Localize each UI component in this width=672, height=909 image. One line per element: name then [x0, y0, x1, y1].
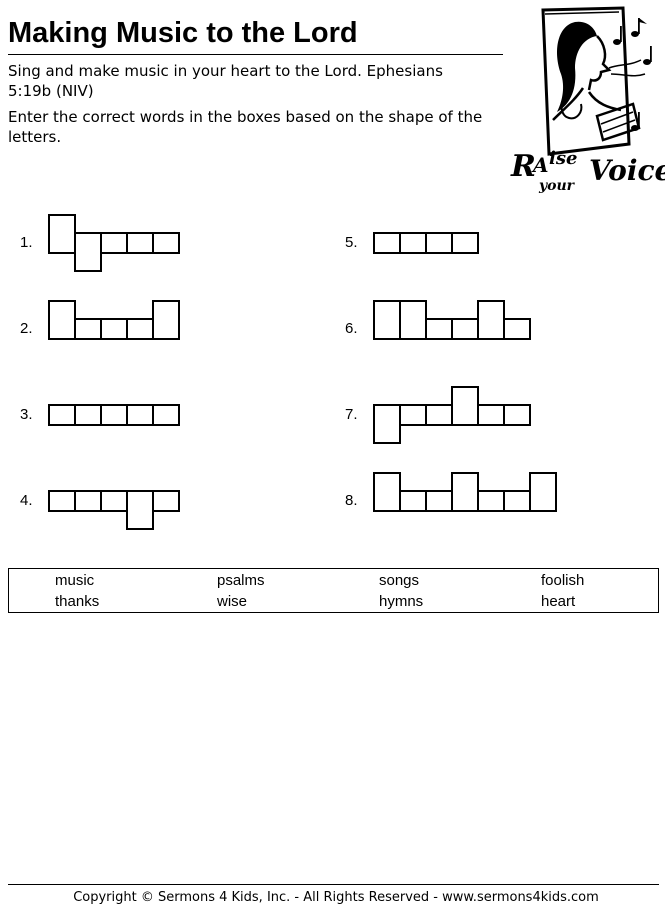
letter-box[interactable] [503, 318, 531, 340]
letter-box[interactable] [152, 232, 180, 254]
letter-box[interactable] [503, 490, 531, 512]
word-bank-item: thanks [55, 593, 100, 610]
word-bank-item: foolish [541, 572, 585, 589]
bible-verse: Sing and make music in your heart to the Lord. Ephesians 5:19b (NIV) [8, 62, 443, 100]
letter-box[interactable] [126, 404, 154, 426]
letter-box[interactable] [74, 404, 102, 426]
letter-box[interactable] [100, 404, 128, 426]
letter-box[interactable] [126, 490, 154, 530]
letter-box[interactable] [425, 404, 453, 426]
letter-box[interactable] [48, 490, 76, 512]
letter-box[interactable] [399, 232, 427, 254]
letter-box[interactable] [477, 300, 505, 340]
word-bank-item: music [55, 572, 95, 589]
letter-box[interactable] [373, 472, 401, 512]
letter-box[interactable] [100, 318, 128, 340]
letter-box[interactable] [425, 490, 453, 512]
letter-box[interactable] [373, 300, 401, 340]
word-bank-item: psalms [217, 572, 265, 589]
letter-box[interactable] [477, 404, 505, 426]
word-bank [8, 568, 659, 613]
letter-box[interactable] [399, 490, 427, 512]
copyright-footer: Copyright © Sermons 4 Kids, Inc. - All Rights Reserved - www.sermons4kids.com [73, 890, 599, 905]
letter-box[interactable] [74, 232, 102, 272]
letter-box[interactable] [126, 318, 154, 340]
letter-box[interactable] [48, 214, 76, 254]
letter-box[interactable] [399, 404, 427, 426]
letter-box[interactable] [48, 300, 76, 340]
letter-box[interactable] [48, 404, 76, 426]
instructions: Enter the correct words in the boxes based on the shape of the letters. [8, 108, 483, 146]
svg-text:A: A [533, 153, 549, 177]
puzzle-number: 3. [20, 406, 33, 423]
puzzle-number: 2. [20, 320, 33, 337]
word-bank-item: heart [541, 593, 576, 610]
svg-text:your: your [539, 178, 575, 194]
puzzle-number: 1. [20, 234, 33, 251]
letter-box[interactable] [529, 472, 557, 512]
letter-box[interactable] [152, 404, 180, 426]
letter-box[interactable] [74, 318, 102, 340]
word-bank-item: wise [217, 593, 248, 610]
word-bank-item: hymns [379, 593, 424, 610]
letter-box[interactable] [425, 318, 453, 340]
svg-text:Voice: Voice [589, 154, 665, 187]
puzzle-number: 4. [20, 492, 33, 509]
letter-box[interactable] [152, 300, 180, 340]
puzzle-number: 8. [345, 492, 358, 509]
page-title: Making Music to the Lord [8, 17, 358, 49]
letter-box[interactable] [74, 490, 102, 512]
puzzle-number: 6. [345, 320, 358, 337]
word-bank-item: songs [379, 572, 420, 589]
singing-woman-icon [505, 4, 665, 199]
letter-box[interactable] [503, 404, 531, 426]
svg-text:ise: ise [549, 148, 578, 169]
letter-box[interactable] [451, 232, 479, 254]
puzzle-number: 5. [345, 234, 358, 251]
letter-box[interactable] [126, 232, 154, 254]
raise-your-voice-logo [505, 4, 665, 199]
letter-box[interactable] [425, 232, 453, 254]
letter-box[interactable] [373, 404, 401, 444]
puzzle-number: 7. [345, 406, 358, 423]
letter-box[interactable] [399, 300, 427, 340]
letter-box[interactable] [373, 232, 401, 254]
letter-box[interactable] [451, 472, 479, 512]
letter-box[interactable] [451, 386, 479, 426]
letter-box[interactable] [451, 318, 479, 340]
svg-text:R: R [511, 149, 536, 184]
letter-box[interactable] [100, 232, 128, 254]
letter-box[interactable] [100, 490, 128, 512]
letter-box[interactable] [477, 490, 505, 512]
letter-box[interactable] [152, 490, 180, 512]
footer-divider [8, 884, 659, 885]
title-divider [8, 54, 503, 55]
